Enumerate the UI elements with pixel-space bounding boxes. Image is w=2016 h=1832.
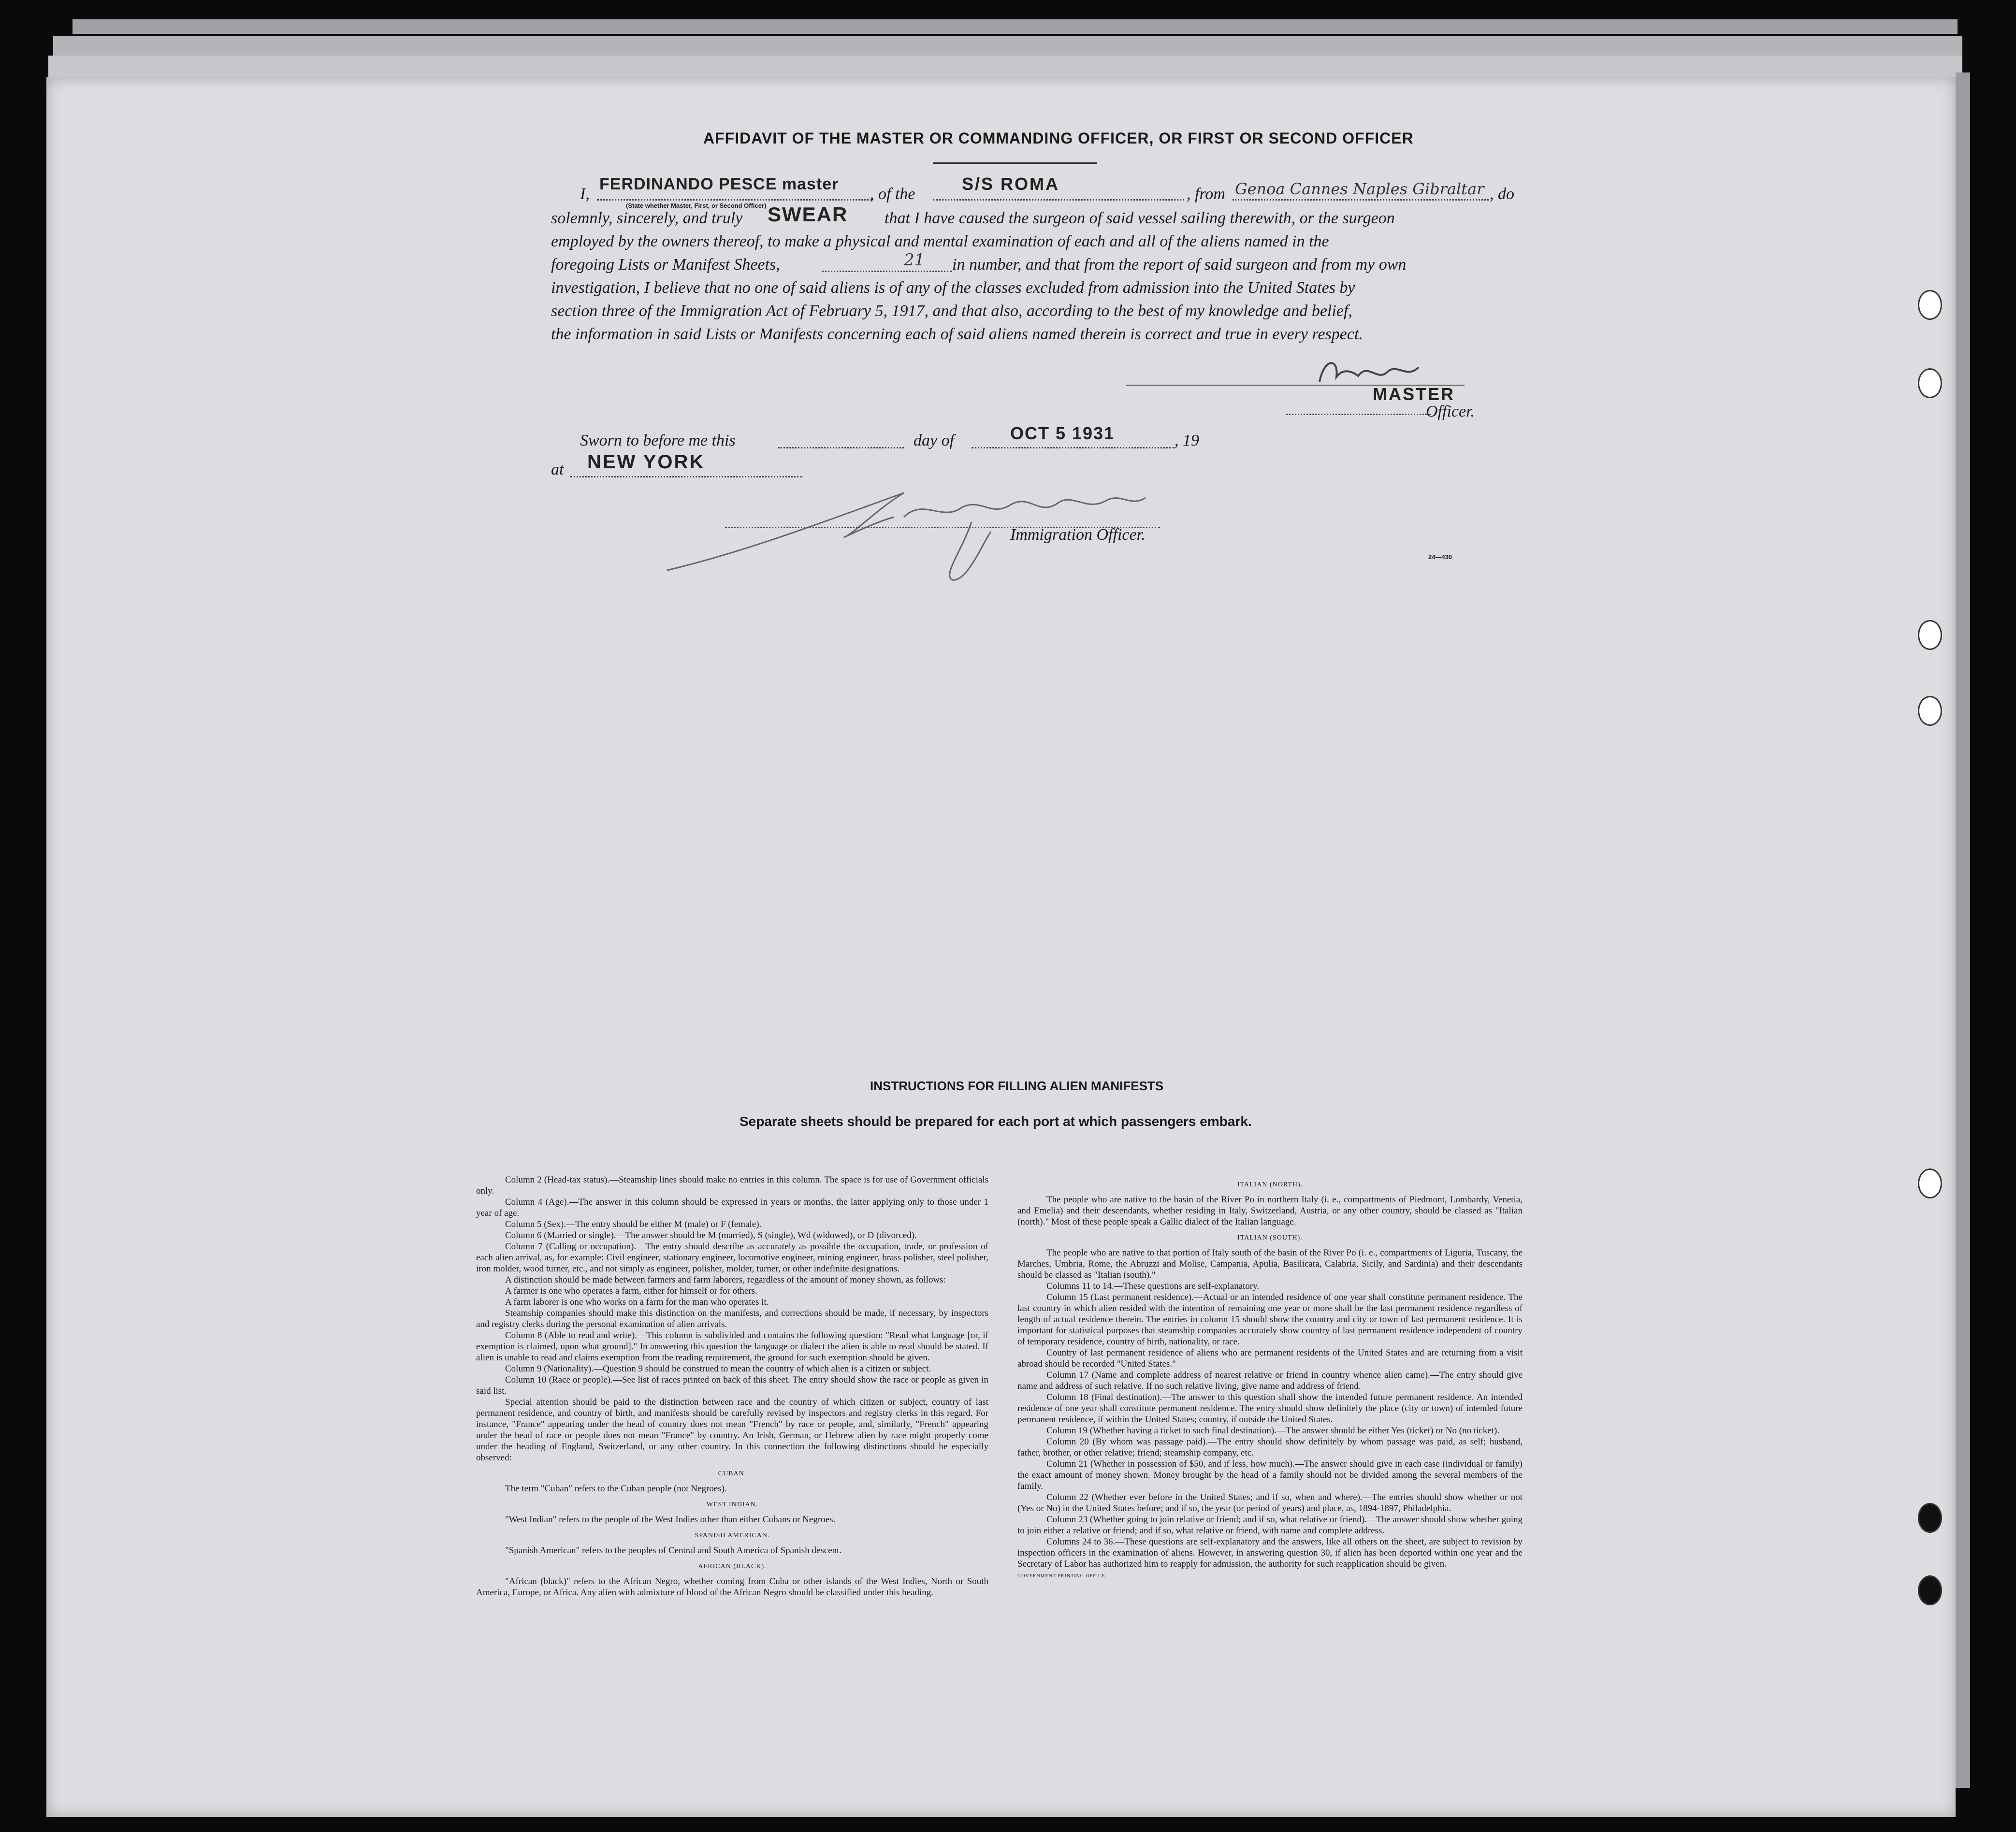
sworn-label: Sworn to before me this xyxy=(580,432,736,449)
binder-hole-5 xyxy=(1918,1168,1942,1198)
instr-farm-distinction: A distinction should be made between farmers and farm laborers, regardless of the amount of money shown, as follows: xyxy=(505,1275,946,1285)
line3: employed by the owners thereof, to make a physical and mental examination of each and all of the aliens named in the xyxy=(551,232,1329,250)
instr-col19: Column 19 (Whether having a ticket to such final destination).—The answer should be either Yes (ticket) or No (no ticket). xyxy=(1046,1426,1500,1436)
line4-start: foregoing Lists or Manifest Sheets, xyxy=(551,256,780,274)
binder-hole-1 xyxy=(1918,290,1942,320)
page-edge-back-2 xyxy=(53,36,1962,56)
affidavit-title: AFFIDAVIT OF THE MASTER OR COMMANDING OFFICER, OR FIRST OR SECOND OFFICER xyxy=(703,130,1414,147)
instr-col5: Column 5 (Sex).—The entry should be either M (male) or F (female). xyxy=(505,1219,762,1229)
cuban-heading: CUBAN. xyxy=(718,1470,747,1477)
day-of-label: day of xyxy=(914,432,955,449)
african-heading: AFRICAN (BLACK). xyxy=(698,1563,767,1570)
page-edge-back-3 xyxy=(48,56,1962,77)
instr-col20: Column 20 (By whom was passage paid).—The entry should show definitely by whom passage was paid, as self; husband, father, brother, or other relative; friend; steamship company, etc. xyxy=(1017,1437,1523,1458)
sworn-day-line xyxy=(778,447,904,448)
at-label: at xyxy=(551,461,564,478)
do-label: , do xyxy=(1490,185,1514,203)
instr-col21: Column 21 (Whether in possession of $50, and if less, how much).—The answer should give in each case (individual or family) the exact amount of money shown. Money brought by the head of a family should not be divided among the several members of the family. xyxy=(1017,1459,1523,1491)
vessel-name: S/S ROMA xyxy=(962,174,1060,194)
instr-col24-36: Columns 24 to 36.—These questions are self-explanatory and the answers, like all others on the sheet, are subject to revision by inspection officers in the examination of aliens. However, in answering question 30, if alien has been deported within one year and the Secretary of Labor has authorized him to reapply for admission, the authority for such reapplication should be given. xyxy=(1017,1537,1523,1569)
place-stamp: NEW YORK xyxy=(587,451,705,473)
master-name: FERDINANDO PESCE master xyxy=(599,175,839,193)
binder-hole-6 xyxy=(1918,1503,1942,1533)
printer-mark: GOVERNMENT PRINTING OFFICE xyxy=(1017,1573,1105,1579)
west-indian-text: "West Indian" refers to the people of the West Indies other than either Cubans or Negroes. xyxy=(505,1515,836,1525)
line2-start: solemnly, sincerely, and truly xyxy=(551,209,743,227)
line6: section three of the Immigration Act of February 5, 1917, and that also, according to the best of my knowledge and belief, xyxy=(551,302,1352,320)
west-indian-heading: WEST INDIAN. xyxy=(706,1501,758,1508)
binder-hole-3 xyxy=(1918,620,1942,650)
instructions-subtitle: Separate sheets should be prepared for each port at which passengers embark. xyxy=(740,1114,1252,1129)
instr-col23: Column 23 (Whether going to join relative or friend; and if so, what relative or friend).—The answer should show whether going to join either a relative or friend; and if so, what relative or friend, with name and complete address. xyxy=(1017,1515,1523,1536)
instr-col11-14: Columns 11 to 14.—These questions are self-explanatory. xyxy=(1046,1281,1260,1291)
binder-hole-7 xyxy=(1918,1575,1942,1605)
italian-north-heading: ITALIAN (NORTH). xyxy=(1237,1181,1303,1188)
italian-north-text: The people who are native to the basin of the River Po in northern Italy (i. e., compartments of Piedmont, Lombardy, Venetia, and Emelia) and their descendants, whether residing in Italy, Switzerland, Austria, or any other country, should be classed as "Italian (north)." Most of these people speak a Gallic dialect of the Italian language. xyxy=(1017,1195,1523,1227)
place-line xyxy=(570,476,802,477)
instr-farmer: A farmer is one who operates a farm, either for himself or for others. xyxy=(505,1286,757,1296)
instructions-right-column xyxy=(1017,1174,1523,1586)
title-rule xyxy=(933,162,1097,164)
master-stamp: MASTER xyxy=(1373,384,1455,404)
instructions-title: INSTRUCTIONS FOR FILLING ALIEN MANIFESTS xyxy=(870,1079,1164,1093)
instr-col22: Column 22 (Whether ever before in the United States; and if so, when and where).—The entries should show whether or not (Yes or No) in the United States before; and if so, the year (or period of years) and place, as, 1894-1897, Philadelphia. xyxy=(1017,1492,1523,1514)
immigration-officer-label: Immigration Officer. xyxy=(1010,526,1146,544)
instr-steamship-distinction: Steamship companies should make this distinction on the manifests, and corrections should be made, if necessary, by inspectors and registry clerks during the personal examination of alien arrivals. xyxy=(476,1308,988,1329)
spanish-american-heading: SPANISH AMERICAN. xyxy=(695,1532,770,1539)
instr-col2: Column 2 (Head-tax status).—Steamship lines should make no entries in this column. The space is for use of Government officials only. xyxy=(476,1175,988,1196)
instr-col18: Column 18 (Final destination).—The answer to this question shall show the intended future permanent residence. An intended residence of one year shall constitute permanent residence. The entry should show definitely the place (city or town) of intended future permanent residence, if within the United States; country, if outside the United States. xyxy=(1017,1392,1523,1425)
line7: the information in said Lists or Manifests concerning each of said aliens named therein is correct and true in every respect. xyxy=(551,325,1363,343)
italian-south-text: The people who are native to that portion of Italy south of the basin of the River Po (i. e., compartments of Liguria, Tuscany, the Marches, Umbria, Rome, the Abruzzi and Molise, Campania, Apulia, Basilicata, Calabria, Sicily, and Sardinia) and their descendants should be classed as "Italian (south)." xyxy=(1017,1248,1523,1280)
ports-of-call: Genoa Cannes Naples Gibraltar xyxy=(1235,180,1484,198)
of-the-label: , of the xyxy=(870,185,915,203)
year-suffix: , 19 xyxy=(1175,432,1199,449)
line2-end: that I have caused the surgeon of said vessel sailing therewith, or the surgeon xyxy=(885,209,1395,227)
line5: investigation, I believe that no one of said aliens is of any of the classes excluded from admission into the United States by xyxy=(551,279,1355,297)
vessel-line xyxy=(933,199,1184,201)
instr-col8: Column 8 (Able to read and write).—This column is subdivided and contains the following question: "Read what language [or, if exemption is claimed, upon what ground]." In answering this question the language or dialect the alien is able to read should be stated. If alien is unable to read and claims exemption from the reading requirement, the ground for such exemption should be given. xyxy=(476,1330,988,1363)
instr-col4: Column 4 (Age).—The answer in this column should be expressed in years or months, the latter applying only to those under 1 year of age. xyxy=(476,1197,988,1218)
instr-col6: Column 6 (Married or single).—The answer should be M (married), S (single), Wd (widowed), or D (divorced). xyxy=(505,1230,917,1241)
officer-line xyxy=(1286,414,1431,415)
instr-col17: Column 17 (Name and complete address of nearest relative or friend in country whence alien came).—The entry should give name and address of such relative. If no such relative living, give name and address of friend. xyxy=(1017,1370,1523,1391)
i-label: I, xyxy=(580,185,590,203)
instr-country-residence: Country of last permanent residence of aliens who are permanent residents of the United States and are returning from a visit abroad should be recorded "United States." xyxy=(1017,1348,1523,1369)
instructions-left-column xyxy=(476,1174,988,1598)
instr-col15: Column 15 (Last permanent residence).—Actual or an intended residence of one year shall constitute permanent residence. The last country in which alien resided with the intention of remaining one year or more shall be the last permanent residence regardless of length of actual residence therein. The entries in column 15 should show the country and city or town of last permanent residence. It is important for statistical purposes that steamship companies accurately show country of last permanent residence independent of country of temporary residence, country of birth, nationality, or race. xyxy=(1017,1292,1523,1347)
cuban-text: The term "Cuban" refers to the Cuban people (not Negroes). xyxy=(505,1484,727,1494)
binder-hole-4 xyxy=(1918,696,1942,726)
instr-farm-laborer: A farm laborer is one who works on a farm for the man who operates it. xyxy=(505,1297,769,1307)
line4-end: in number, and that from the report of said surgeon and from my own xyxy=(952,256,1407,274)
instr-col10: Column 10 (Race or people).—See list of races printed on back of this sheet. The entry should show the race or people as given in said list. xyxy=(476,1375,988,1396)
page-edge-right-1 xyxy=(1956,72,1970,1788)
sheets-line-b xyxy=(822,271,952,272)
sheets-count: 21 xyxy=(904,250,925,270)
instr-col7: Column 7 (Calling or occupation).—The entry should describe as accurately as possible the occupation, trade, or profession of each alien arrival, as, for example: Civil engineer, stationary engineer, locomotive engineer, mining engineer, brass polisher, steel polisher, iron molder, wood turner, etc., and not simply as engineer, polisher, molder, turner, or other indefinite designations. xyxy=(476,1241,988,1274)
instr-special-attention: Special attention should be paid to the distinction between race and the country of which citizen or subject, country of last permanent residence, and country of birth, and manifests should be carefully revised by inspectors and registry clerks in this regard. For instance, "France" appearing under the head of country does not mean "French" by race or people, and, similarly, "French" appearing under the head of race or people does not mean "France" by country. An Irish, German, or Hebrew alien by race might properly come under the heading of England, Switzerland, or any other country. In this connection the following distinctions should be especially observed: xyxy=(476,1397,988,1463)
officer-label: Officer. xyxy=(1426,403,1475,420)
ports-line xyxy=(1233,199,1489,201)
african-text: "African (black)" refers to the African Negro, whether coming from Cuba or other islands of the West Indies, North or South America, Europe, or Africa. Any alien with admixture of blood of the African Negro should be classified under this heading. xyxy=(476,1576,988,1598)
sworn-date: OCT 5 1931 xyxy=(1010,423,1115,443)
sworn-date-line xyxy=(972,447,1175,448)
page-edge-back-1 xyxy=(73,19,1958,34)
italian-south-heading: ITALIAN (SOUTH). xyxy=(1237,1234,1303,1241)
swear-stamp: SWEAR xyxy=(768,203,848,226)
state-note: (State whether Master, First, or Second Officer) xyxy=(626,202,767,209)
binder-hole-2 xyxy=(1918,368,1942,398)
spanish-american-text: "Spanish American" refers to the peoples of Central and South America of Spanish descent. xyxy=(505,1545,842,1556)
from-label: , from xyxy=(1187,185,1225,203)
instr-col9: Column 9 (Nationality).—Question 9 should be construed to mean the country of which alien is a citizen or subject. xyxy=(505,1364,931,1374)
form-number: 24—430 xyxy=(1428,553,1452,561)
master-name-line xyxy=(597,199,872,201)
